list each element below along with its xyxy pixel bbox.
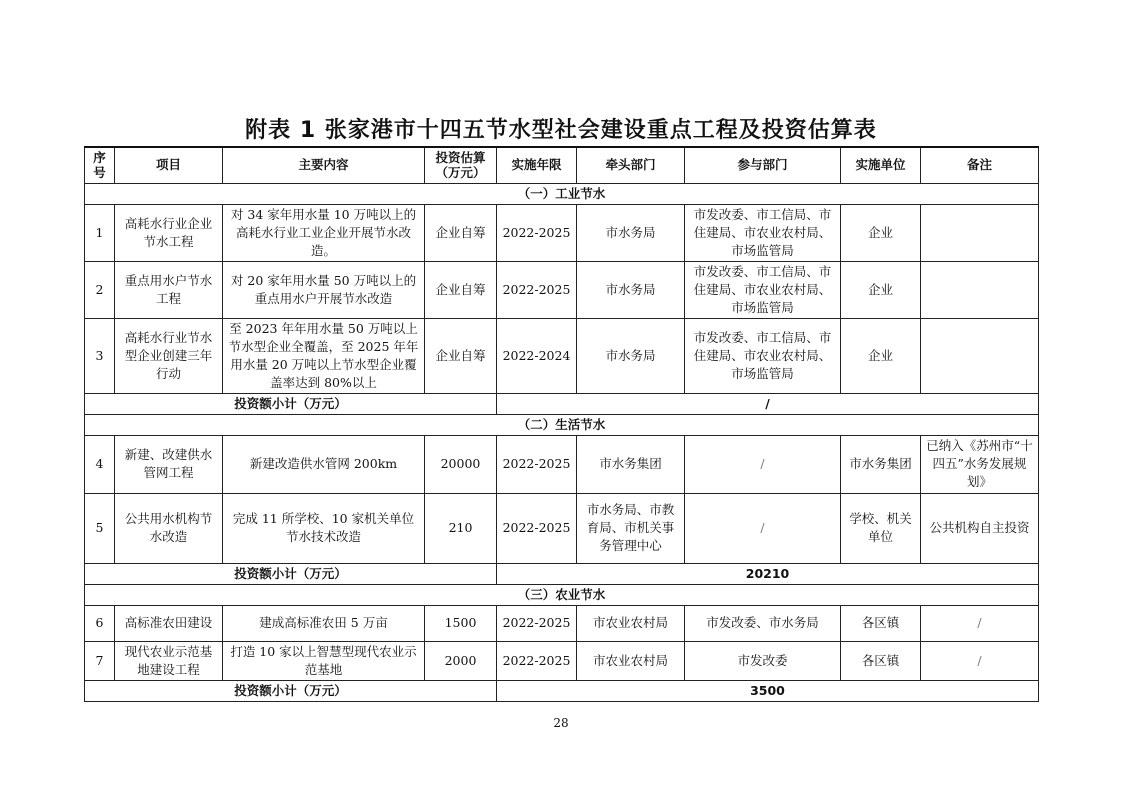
cell-content: 新建改造供水管网 200km: [223, 435, 425, 493]
cell-participants: 市发改委、市水务局: [685, 605, 841, 641]
cell-content: 建成高标准农田 5 万亩: [223, 605, 425, 641]
cell-period: 2022-2025: [497, 641, 577, 680]
cell-lead: 市水务集团: [577, 435, 685, 493]
cell-unit: 学校、机关单位: [841, 493, 921, 563]
cell-period: 2022-2025: [497, 493, 577, 563]
cell-participants: 市发改委、市工信局、市住建局、市农业农村局、市场监管局: [685, 318, 841, 393]
cell-participants: 市发改委、市工信局、市住建局、市农业农村局、市场监管局: [685, 204, 841, 261]
page-title: 附表 1 张家港市十四五节水型社会建设重点工程及投资估算表: [245, 118, 877, 143]
cell-unit: 市水务集团: [841, 435, 921, 493]
page-number: 28: [553, 716, 569, 730]
cell-lead: 市水务局: [577, 261, 685, 318]
cell-participants: 市发改委、市工信局、市住建局、市农业农村局、市场监管局: [685, 261, 841, 318]
table-row: [85, 318, 1039, 393]
header-row: [85, 147, 1039, 183]
cell-content: 完成 11 所学校、10 家机关单位节水技术改造: [223, 493, 425, 563]
cell-investment: 企业自筹: [425, 318, 497, 393]
table-row: [85, 641, 1039, 680]
section-row: [85, 414, 1039, 435]
section-title: （三）农业节水: [85, 584, 1039, 605]
cell-content: 打造 10 家以上智慧型现代农业示范基地: [223, 641, 425, 680]
header-content: 主要内容: [223, 147, 425, 183]
section-title: （一）工业节水: [85, 183, 1039, 204]
table-row: [85, 493, 1039, 563]
cell-remark: /: [921, 605, 1039, 641]
cell-unit: 企业: [841, 318, 921, 393]
header-unit: 实施单位: [841, 147, 921, 183]
header-remark: 备注: [921, 147, 1039, 183]
cell-lead: 市农业农村局: [577, 641, 685, 680]
cell-remark: [921, 204, 1039, 261]
cell-investment: 210: [425, 493, 497, 563]
cell-period: 2022-2025: [497, 605, 577, 641]
cell-investment: 1500: [425, 605, 497, 641]
section-row: [85, 584, 1039, 605]
cell-seq: 3: [85, 318, 115, 393]
cell-lead: 市水务局: [577, 204, 685, 261]
subtotal-row: [85, 393, 1039, 414]
subtotal-value: /: [497, 393, 1039, 414]
cell-period: 2022-2024: [497, 318, 577, 393]
cell-remark: 公共机构自主投资: [921, 493, 1039, 563]
cell-lead: 市水务局、市教育局、市机关事务管理中心: [577, 493, 685, 563]
cell-period: 2022-2025: [497, 204, 577, 261]
section-title: （二）生活节水: [85, 414, 1039, 435]
cell-seq: 4: [85, 435, 115, 493]
cell-lead: 市农业农村局: [577, 605, 685, 641]
cell-project: 高标准农田建设: [115, 605, 223, 641]
cell-seq: 5: [85, 493, 115, 563]
cell-remark: [921, 261, 1039, 318]
cell-period: 2022-2025: [497, 435, 577, 493]
cell-participants: /: [685, 493, 841, 563]
cell-investment: 2000: [425, 641, 497, 680]
subtotal-value: 3500: [497, 680, 1039, 701]
cell-lead: 市水务局: [577, 318, 685, 393]
cell-unit: 各区镇: [841, 605, 921, 641]
subtotal-label: 投资额小计（万元）: [85, 680, 497, 701]
cell-project: 现代农业示范基地建设工程: [115, 641, 223, 680]
cell-content: 至 2023 年年用水量 50 万吨以上节水型企业全覆盖，至 2025 年年用水量 20 万吨以上节水型企业覆盖率达到 80%以上: [223, 318, 425, 393]
subtotal-row: [85, 563, 1039, 584]
header-seq: 序 号: [85, 147, 115, 183]
cell-seq: 1: [85, 204, 115, 261]
header-project: 项目: [115, 147, 223, 183]
table-row: [85, 605, 1039, 641]
cell-seq: 2: [85, 261, 115, 318]
subtotal-value: 20210: [497, 563, 1039, 584]
section-row: [85, 183, 1039, 204]
cell-investment: 企业自筹: [425, 261, 497, 318]
cell-remark: /: [921, 641, 1039, 680]
table-row: [85, 435, 1039, 493]
cell-content: 对 20 家年用水量 50 万吨以上的重点用水户开展节水改造: [223, 261, 425, 318]
header-period: 实施年限: [497, 147, 577, 183]
table-row: [85, 261, 1039, 318]
cell-investment: 企业自筹: [425, 204, 497, 261]
cell-unit: 企业: [841, 204, 921, 261]
header-investment: 投资估算 （万元）: [425, 147, 497, 183]
subtotal-label: 投资额小计（万元）: [85, 393, 497, 414]
table-row: [85, 204, 1039, 261]
cell-seq: 6: [85, 605, 115, 641]
subtotal-label: 投资额小计（万元）: [85, 563, 497, 584]
cell-content: 对 34 家年用水量 10 万吨以上的高耗水行业工业企业开展节水改造。: [223, 204, 425, 261]
investment-table: [84, 146, 1039, 702]
cell-investment: 20000: [425, 435, 497, 493]
cell-unit: 各区镇: [841, 641, 921, 680]
cell-remark: [921, 318, 1039, 393]
cell-unit: 企业: [841, 261, 921, 318]
cell-participants: /: [685, 435, 841, 493]
cell-participants: 市发改委: [685, 641, 841, 680]
cell-project: 公共用水机构节水改造: [115, 493, 223, 563]
header-participants: 参与部门: [685, 147, 841, 183]
subtotal-row: [85, 680, 1039, 701]
cell-remark: 已纳入《苏州市“十四五”水务发展规划》: [921, 435, 1039, 493]
cell-project: 重点用水户节水工程: [115, 261, 223, 318]
cell-project: 高耗水行业节水型企业创建三年行动: [115, 318, 223, 393]
cell-period: 2022-2025: [497, 261, 577, 318]
cell-project: 新建、改建供水管网工程: [115, 435, 223, 493]
header-lead: 牵头部门: [577, 147, 685, 183]
cell-seq: 7: [85, 641, 115, 680]
cell-project: 高耗水行业企业节水工程: [115, 204, 223, 261]
